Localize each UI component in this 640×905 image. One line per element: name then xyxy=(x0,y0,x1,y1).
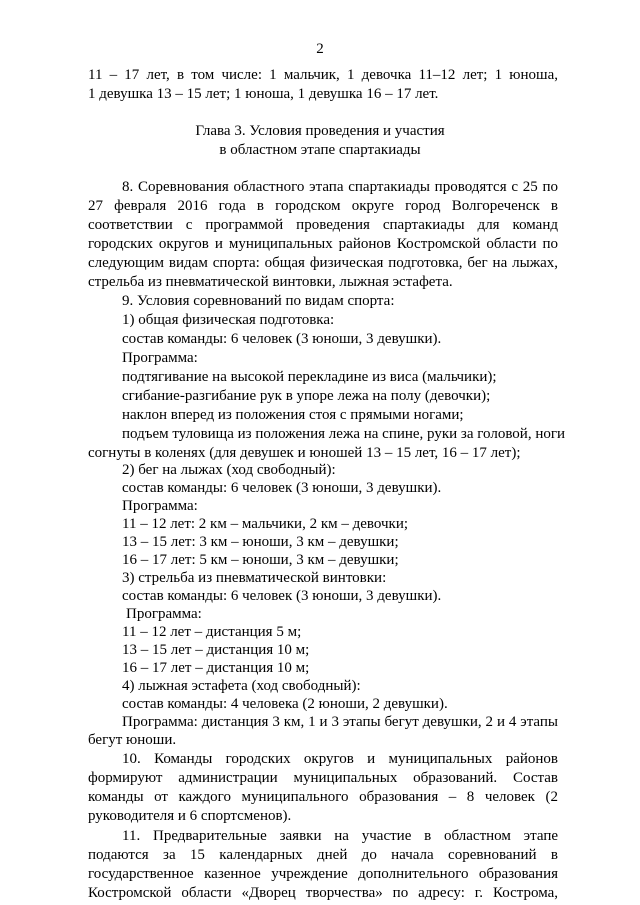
para11-line-4: Костромской области «Дворец творчества» по адресу: г. Кострома, xyxy=(88,885,558,901)
intro-line-1: 11 – 17 лет, в том числе: 1 мальчик, 1 девочка 11–12 лет; 1 юноша, xyxy=(88,67,558,83)
ofp-program-label: Программа: xyxy=(122,350,198,366)
page-number: 2 xyxy=(316,41,324,57)
shooting-item-1: 11 – 12 лет – дистанция 5 м; xyxy=(122,624,302,640)
para8-line-3: соответствии с программой проведения спартакиады для команд xyxy=(88,217,558,233)
ski-item-3: 16 – 17 лет: 5 км – юноши, 3 км – девушки; xyxy=(122,552,399,568)
ofp-item-4-cont: согнуты в коленях (для девушек и юношей 13 – 15 лет, 16 – 17 лет); xyxy=(88,445,521,461)
para11-line-2: подаются за 15 календарных дней до начала соревнований в xyxy=(88,847,558,863)
para8-line-2: 27 февраля 2016 года в городском округе город Волгореченск в xyxy=(88,198,558,214)
ski-team: состав команды: 6 человек (3 юноши, 3 девушки). xyxy=(122,480,442,496)
relay-program-cont: бегут юноши. xyxy=(88,732,177,748)
para11-line-1: 11. Предварительные заявки на участие в областном этапе xyxy=(122,828,558,844)
relay-program: Программа: дистанция 3 км, 1 и 3 этапы бегут девушки, 2 и 4 этапы xyxy=(122,714,558,730)
ski-item-1: 11 – 12 лет: 2 км – мальчики, 2 км – девочки; xyxy=(122,516,409,532)
relay-team: состав команды: 4 человека (2 юноши, 2 девушки). xyxy=(122,696,448,712)
ski-program-label: Программа: xyxy=(122,498,198,514)
ofp-item-2: сгибание-разгибание рук в упоре лежа на полу (девочки); xyxy=(122,388,491,404)
para9-title: 9. Условия соревнований по видам спорта: xyxy=(122,293,395,309)
ski-heading: 2) бег на лыжах (ход свободный): xyxy=(122,462,336,478)
para8-line-4: городских округов и муниципальных районов Костромской области по xyxy=(88,236,558,252)
shooting-item-3: 16 – 17 лет – дистанция 10 м; xyxy=(122,660,310,676)
para8-line-5: следующим видам спорта: общая физическая подготовка, бег на лыжах, xyxy=(88,255,558,271)
para10-line-4: руководителя и 6 спортсменов). xyxy=(88,808,292,824)
para8-line-6: стрельба из пневматической винтовки, лыжная эстафета. xyxy=(88,274,453,290)
ofp-item-4: подъем туловища из положения лежа на спине, руки за головой, ноги xyxy=(122,426,566,442)
chapter-title: Глава 3. Условия проведения и участия xyxy=(195,123,445,139)
chapter-subtitle: в областном этапе спартакиады xyxy=(219,142,421,158)
shooting-heading: 3) стрельба из пневматической винтовки: xyxy=(122,570,387,586)
relay-heading: 4) лыжная эстафета (ход свободный): xyxy=(122,678,361,694)
ofp-item-1: подтягивание на высокой перекладине из виса (мальчики); xyxy=(122,369,497,385)
para10-line-3: команды от каждого муниципального образования – 8 человек (2 xyxy=(88,789,558,805)
para11-line-3: государственное казенное учреждение дополнительного образования xyxy=(88,866,558,882)
para8-line-1: 8. Соревнования областного этапа спартакиады проводятся с 25 по xyxy=(122,179,558,195)
ofp-team: состав команды: 6 человек (3 юноши, 3 девушки). xyxy=(122,331,442,347)
intro-line-2: 1 девушка 13 – 15 лет; 1 юноша, 1 девушка 16 – 17 лет. xyxy=(88,86,439,102)
para10-line-2: формируют администрации муниципальных образований. Состав xyxy=(88,770,558,786)
ski-item-2: 13 – 15 лет: 3 км – юноши, 3 км – девушки; xyxy=(122,534,399,550)
shooting-program-label: Программа: xyxy=(126,606,202,622)
shooting-team: состав команды: 6 человек (3 юноши, 3 девушки). xyxy=(122,588,442,604)
para10-line-1: 10. Команды городских округов и муниципальных районов xyxy=(122,751,558,767)
shooting-item-2: 13 – 15 лет – дистанция 10 м; xyxy=(122,642,310,658)
ofp-item-3: наклон вперед из положения стоя с прямыми ногами; xyxy=(122,407,464,423)
ofp-heading: 1) общая физическая подготовка: xyxy=(122,312,335,328)
